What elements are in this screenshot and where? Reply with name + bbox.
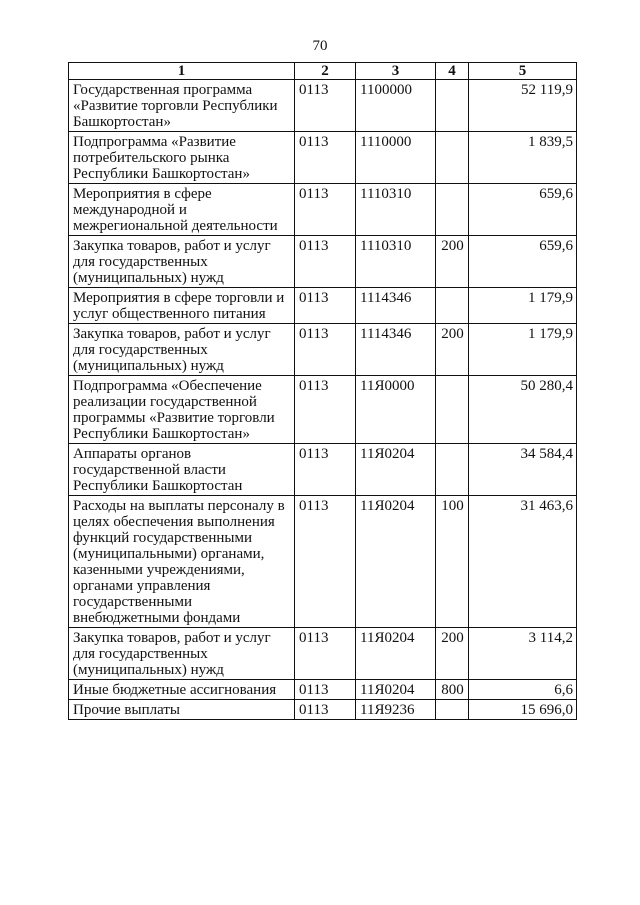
row-section-code: 0113	[295, 324, 356, 376]
row-expense-type	[436, 376, 469, 444]
row-name: Мероприятия в сфере торговли и услуг общественного питания	[69, 288, 295, 324]
row-target-article: 11Я9236	[356, 700, 436, 720]
row-target-article: 11Я0000	[356, 376, 436, 444]
header-col-2: 2	[295, 63, 356, 80]
row-expense-type	[436, 700, 469, 720]
row-name: Закупка товаров, работ и услуг для государственных (муниципальных) нужд	[69, 324, 295, 376]
row-target-article: 1110000	[356, 132, 436, 184]
row-name: Подпрограмма «Обеспечение реализации государственной программы «Развитие торговли Республики Башкортостан»	[69, 376, 295, 444]
table-row	[69, 184, 577, 236]
header-col-1: 1	[69, 63, 295, 80]
row-name: Мероприятия в сфере международной и межрегиональной деятельности	[69, 184, 295, 236]
row-amount: 52 119,9	[469, 80, 577, 132]
header-col-3: 3	[356, 63, 436, 80]
row-section-code: 0113	[295, 680, 356, 700]
row-amount: 1 839,5	[469, 132, 577, 184]
row-amount: 15 696,0	[469, 700, 577, 720]
row-amount: 1 179,9	[469, 324, 577, 376]
row-amount: 659,6	[469, 236, 577, 288]
row-expense-type: 800	[436, 680, 469, 700]
row-expense-type	[436, 444, 469, 496]
budget-table	[68, 62, 577, 720]
row-section-code: 0113	[295, 236, 356, 288]
row-target-article: 1100000	[356, 80, 436, 132]
row-amount: 50 280,4	[469, 376, 577, 444]
table-row	[69, 324, 577, 376]
row-name: Подпрограмма «Развитие потребительского рынка Республики Башкортостан»	[69, 132, 295, 184]
row-name: Закупка товаров, работ и услуг для государственных (муниципальных) нужд	[69, 628, 295, 680]
table-row	[69, 444, 577, 496]
table-row	[69, 628, 577, 680]
row-target-article: 1110310	[356, 184, 436, 236]
row-amount: 1 179,9	[469, 288, 577, 324]
row-expense-type	[436, 288, 469, 324]
row-target-article: 11Я0204	[356, 444, 436, 496]
row-name: Иные бюджетные ассигнования	[69, 680, 295, 700]
header-col-5: 5	[469, 63, 577, 80]
row-expense-type: 200	[436, 236, 469, 288]
row-amount: 34 584,4	[469, 444, 577, 496]
header-col-4: 4	[436, 63, 469, 80]
row-name: Закупка товаров, работ и услуг для государственных (муниципальных) нужд	[69, 236, 295, 288]
table-row	[69, 496, 577, 628]
page-number: 70	[312, 38, 328, 54]
table-row	[69, 132, 577, 184]
row-amount: 31 463,6	[469, 496, 577, 628]
row-expense-type: 200	[436, 324, 469, 376]
table-row	[69, 288, 577, 324]
row-amount: 659,6	[469, 184, 577, 236]
row-expense-type	[436, 80, 469, 132]
table-row	[69, 236, 577, 288]
table-header-row	[69, 63, 577, 80]
row-name: Расходы на выплаты персоналу в целях обеспечения выполнения функций государственными (муниципальными) органами, казенными учреждениями, органами управления государственными внебюджетными фондами	[69, 496, 295, 628]
row-section-code: 0113	[295, 444, 356, 496]
row-name: Прочие выплаты	[69, 700, 295, 720]
row-target-article: 1110310	[356, 236, 436, 288]
row-amount: 3 114,2	[469, 628, 577, 680]
row-target-article: 11Я0204	[356, 680, 436, 700]
row-section-code: 0113	[295, 132, 356, 184]
row-section-code: 0113	[295, 496, 356, 628]
row-name: Государственная программа «Развитие торговли Республики Башкортостан»	[69, 80, 295, 132]
row-section-code: 0113	[295, 700, 356, 720]
row-section-code: 0113	[295, 628, 356, 680]
row-expense-type	[436, 132, 469, 184]
row-name: Аппараты органов государственной власти Республики Башкортостан	[69, 444, 295, 496]
row-section-code: 0113	[295, 376, 356, 444]
row-section-code: 0113	[295, 288, 356, 324]
row-target-article: 11Я0204	[356, 496, 436, 628]
row-expense-type: 200	[436, 628, 469, 680]
table-row	[69, 700, 577, 720]
row-amount: 6,6	[469, 680, 577, 700]
row-target-article: 11Я0204	[356, 628, 436, 680]
row-expense-type: 100	[436, 496, 469, 628]
table-row	[69, 376, 577, 444]
row-target-article: 1114346	[356, 324, 436, 376]
table-row	[69, 680, 577, 700]
row-target-article: 1114346	[356, 288, 436, 324]
row-expense-type	[436, 184, 469, 236]
table-row	[69, 80, 577, 132]
row-section-code: 0113	[295, 80, 356, 132]
row-section-code: 0113	[295, 184, 356, 236]
